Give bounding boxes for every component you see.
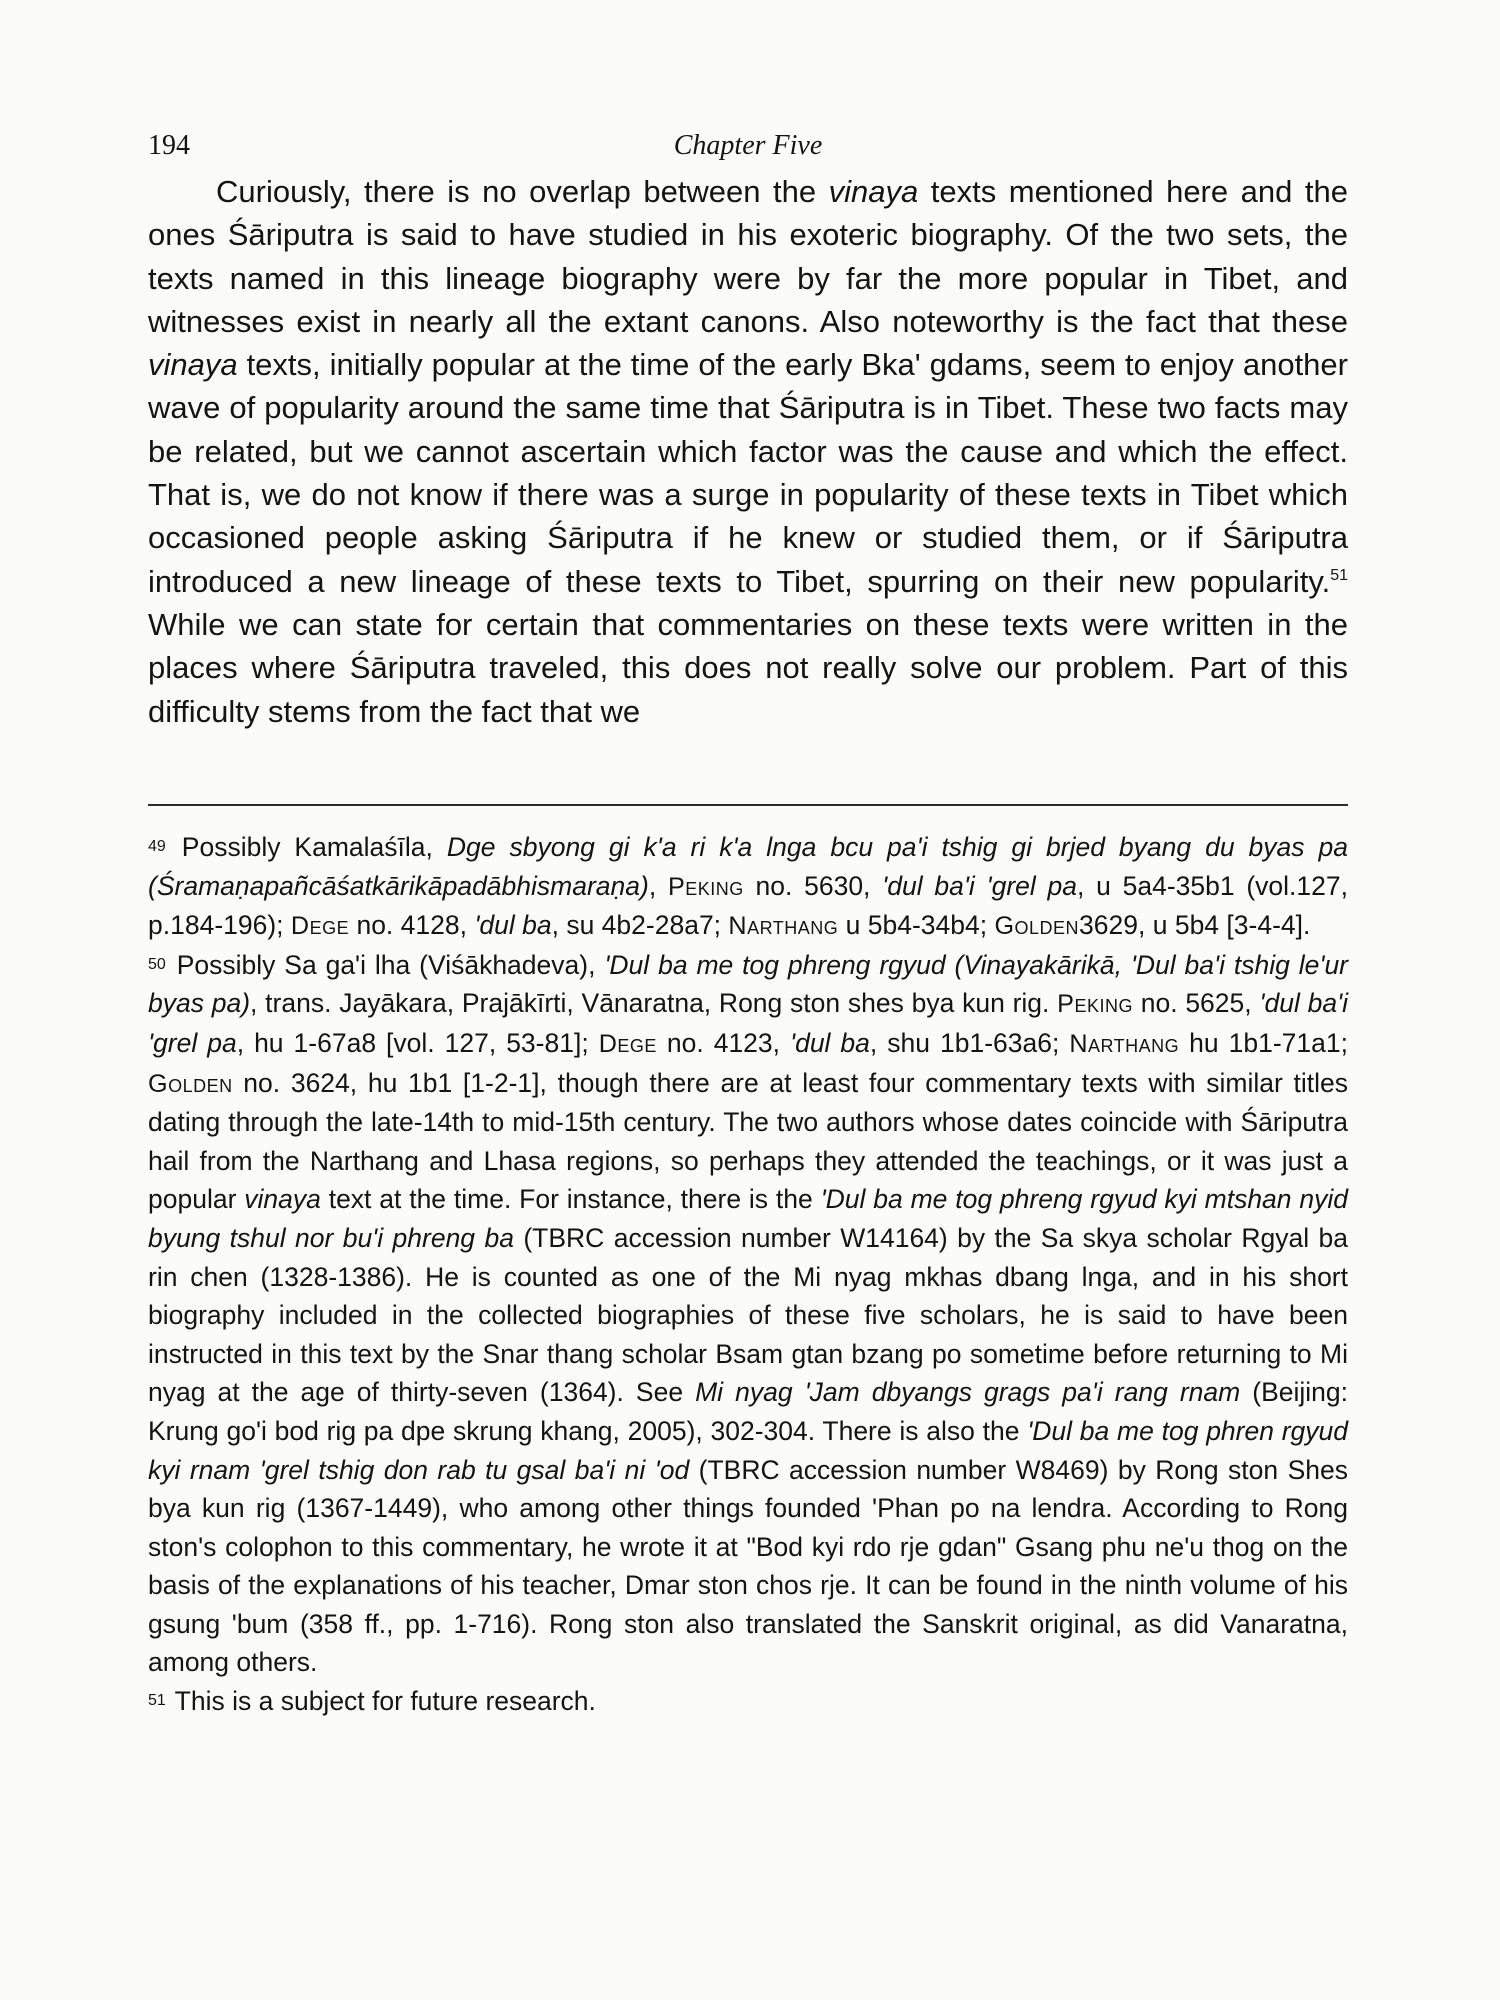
footnote-51: 51 This is a subject for future research. <box>148 1686 596 1717</box>
footnote-number: 51 <box>148 1692 166 1710</box>
body-paragraph: Curiously, there is no overlap between the vinaya texts mentioned here and the ones Śāriputra is said to have studied in his exoteric biography. Of the two sets, the texts named in this lineage biography were by far the more popular in Tibet, and witnesses exist in nearly all the extant canons. Also noteworthy is the fact that these vinaya texts, initially popular at the time of the early Bka' gdams, seem to enjoy another wave of popularity around the same time that Śāriputra is in Tibet. These two facts may be related, but we cannot ascertain which factor was the cause and which the effect. That is, we do not know if there was a surge in popularity of these texts in Tibet which occasioned people asking Śāriputra if he knew or studied them, or if Śāriputra introduced a new lineage of these texts to Tibet, spurring on their new popularity.$^{51}$ While we can state for certain that commentaries on these texts were written in the places where Śāriputra traveled, this does not really solve our problem. Part of this difficulty stems from the fact that we <box>148 174 1348 729</box>
footnote-number: 49 <box>148 838 166 855</box>
footnote-divider <box>148 804 1348 806</box>
footnote-ref-51[interactable]: 51 <box>1330 566 1348 584</box>
main-text <box>148 170 1348 733</box>
running-header <box>148 130 1348 170</box>
footnote-50: 50 Possibly Sa ga'i lha (Viśākhadeva), 'Dul ba me tog phreng rgyud (Vinayakārikā, 'Dul ba'i tshig le'ur byas pa), trans. Jayākara, Prajākīrti, Vānaratna, Rong ston shes bya kun rig. Peking no. 5625, 'dul ba'i 'grel pa, hu 1-67a8 [vol. 127, 53-81]; Dege no. 4123, 'dul ba, shu 1b1-63a6; Narthang hu 1b1-71a1; Golden no. 3624, hu 1b1 [1-2-1], though there are at least four commentary texts with similar titles dating through the late-14th to mid-15th century. The two authors whose dates coincide with Śāriputra hail from the Narthang and Lhasa regions, so perhaps they attended the teachings, or it was just a popular vinaya text at the time. For instance, there is the 'Dul ba me tog phreng rgyud kyi mtshan nyid byung tshul nor bu'i phreng ba (TBRC accession number W14164) by the Sa skya scholar Rgyal ba rin chen (1328-1386). He is counted as one of the Mi nyag mkhas dbang lnga, and in his short biography included in the collected biographies of these five scholars, he is said to have been instructed in this text by the Snar thang scholar Bsam gtan bzang po sometime before returning to Mi nyag at the age of thirty-seven (1364). See Mi nyag 'Jam dbyangs grags pa'i rang rnam (Beijing: Krung go'i bod rig pa dpe skrung khang, 2005), 302-304. There is also the 'Dul ba me tog phren rgyud kyi rnam 'grel tshig don rab tu gsal ba'i ni 'od (TBRC accession number W8469) by Rong ston Shes bya kun rig (1367-1449), who among other things founded 'Phan po na lendra. According to Rong ston's colophon to this commentary, he wrote it at "Bod kyi rdo rje gdan" Gsang phu ne'u thog on the basis of the explanations of his teacher, Dmar ston chos rje. It can be found in the ninth volume of his gsung 'bum (358 ff., pp. 1-716). Rong ston also translated the Sanskrit original, as did Vanaratna, among others. <box>148 949 1349 1678</box>
chapter-title: Chapter Five <box>673 130 823 161</box>
footnote-49: 49 Possibly Kamalaśīla, Dge sbyong gi k'a ri k'a lnga bcu pa'i tshig gi brjed byang du byas pa (Śramaṇapañcāśatkārikāpadābhismaraṇa), Peking no. 5630, 'dul ba'i 'grel pa, u 5a4-35b1 (vol.127, p.184-196); Dege no. 4128, 'dul ba, su 4b2-28a7; Narthang u 5b4-34b4; Golden3629, u 5b4 [3-4-4]. <box>148 832 1348 941</box>
footnote-number: 50 <box>148 955 166 973</box>
footnotes <box>148 828 1348 1721</box>
page-number: 194 <box>148 130 190 161</box>
